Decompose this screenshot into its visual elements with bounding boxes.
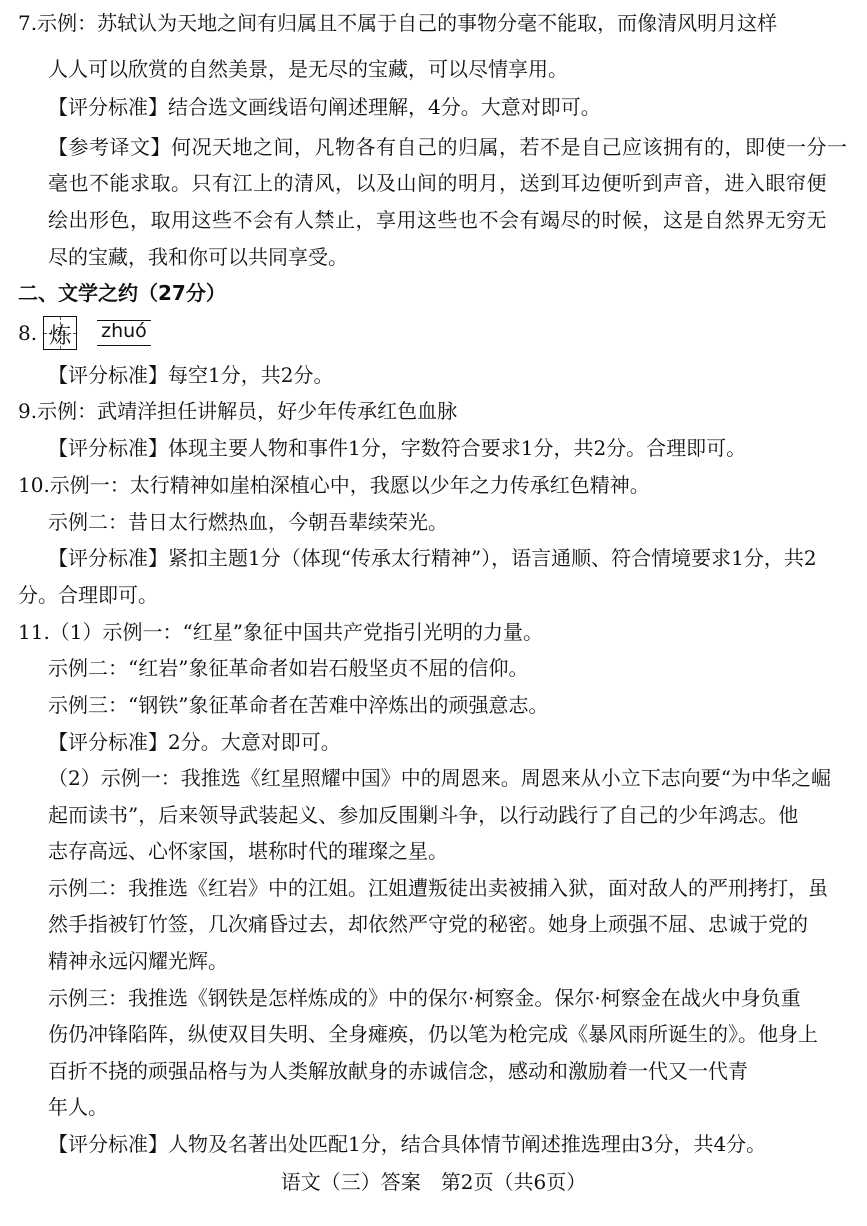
- scoring-standard-9: 【评分标准】体现主要人物和事件1分，字数符合要求1分，共2分。合理即可。: [48, 436, 747, 460]
- answer-11-2-example-3-cont: 伤仍冲锋陷阵，纵使双目失明、全身瘫痪，仍以笔为枪完成《暴风雨所诞生的》。他身上: [48, 1022, 818, 1046]
- answer-11-2-example-2: 示例二：我推选《红岩》中的江姐。江姐遭叛徒出卖被捕入狱，面对敌人的严刑拷打，虽: [48, 876, 828, 900]
- answer-11-2-example-3-end: 年人。: [48, 1095, 108, 1119]
- tianzige-box: [43, 316, 77, 350]
- reference-translation-1: 【参考译文】何况天地之间，凡物各有自己的归属，若不是自己应该拥有的，即使一分一: [48, 135, 848, 159]
- reference-translation-2: 毫也不能求取。只有江上的清风，以及山间的明月，送到耳边便听到声音，进入眼帘便: [48, 171, 827, 195]
- answer-11-2-example-1-cont: 起而读书”，后来领导武装起义、参加反围剿斗争，以行动践行了自己的少年鸿志。他: [48, 803, 799, 827]
- text-line-1: 7.示例：苏轼认为天地之间有归属且不属于自己的事物分毫不能取，而像清风明月这样: [18, 11, 778, 35]
- answer-11-2-example-2-cont: 然手指被钉竹签，几次痛昏过去，却依然严守党的秘密。她身上顽强不屈、忠诚于党的: [48, 912, 808, 936]
- handwritten-char: 炼: [49, 324, 72, 349]
- question-8-answer: [18, 316, 151, 350]
- text-line-2: 人人可以欣赏的自然美景，是无尽的宝藏，可以尽情享用。: [48, 57, 568, 81]
- scoring-standard-8: 【评分标准】每空1分，共2分。: [48, 363, 334, 387]
- answer-11-1-example-2: 示例二：“红岩”象征革命者如岩石般坚贞不屈的信仰。: [48, 656, 529, 680]
- answer-10-example-1: 10.示例一：太行精神如崖柏深植心中，我愿以少年之力传承红色精神。: [18, 473, 650, 497]
- scoring-standard-7: 【评分标准】结合选文画线语句阐述理解，4分。大意对即可。: [48, 95, 601, 119]
- section-heading: 二、文学之约（27分）: [18, 281, 226, 305]
- pinyin-box: zhuó: [97, 320, 151, 346]
- answer-11-2-example-3: 示例三：我推选《钢铁是怎样炼成的》中的保尔·柯察金。保尔·柯察金在战火中身负重: [48, 986, 801, 1010]
- reference-translation-4: 尽的宝藏，我和你可以共同享受。: [48, 245, 348, 269]
- answer-10-example-2: 示例二：昔日太行燃热血，今朝吾辈续荣光。: [48, 510, 448, 534]
- answer-11-1-example-3: 示例三：“钢铁”象征革命者在苦难中淬炼出的顽强意志。: [48, 693, 549, 717]
- scoring-standard-11-1: 【评分标准】2分。大意对即可。: [48, 730, 341, 754]
- question-8-number: 8.: [18, 321, 38, 345]
- answer-11-1-example-1: 11.（1）示例一：“红星”象征中国共产党指引光明的力量。: [18, 620, 543, 644]
- scoring-standard-10: 【评分标准】紧扣主题1分（体现“传承太行精神”），语言通顺、符合情境要求1分，共2: [48, 546, 817, 570]
- scoring-standard-10-cont: 分。合理即可。: [18, 583, 158, 607]
- answer-11-2-example-1-end: 志存高远、心怀家国，堪称时代的璀璨之星。: [48, 839, 448, 863]
- page-footer: 语文（三）答案 第2页（共6页）: [280, 1170, 587, 1194]
- reference-translation-3: 绘出形色，取用这些不会有人禁止，享用这些也不会有竭尽的时候，这是自然界无穷无: [48, 208, 827, 232]
- answer-11-2-example-3-cont2: 百折不挠的顽强品格与为人类解放献身的赤诚信念，感动和激励着一代又一代青: [48, 1059, 748, 1083]
- answer-9: 9.示例：武靖洋担任讲解员，好少年传承红色血脉: [18, 399, 458, 423]
- answer-11-2-example-1: （2）示例一：我推选《红星照耀中国》中的周恩来。周恩来从小立下志向要“为中华之崛: [48, 766, 831, 790]
- answer-11-2-example-2-end: 精神永远闪耀光辉。: [48, 949, 228, 973]
- scoring-standard-11-2: 【评分标准】人物及名著出处匹配1分，结合具体情节阐述推选理由3分，共4分。: [48, 1132, 767, 1156]
